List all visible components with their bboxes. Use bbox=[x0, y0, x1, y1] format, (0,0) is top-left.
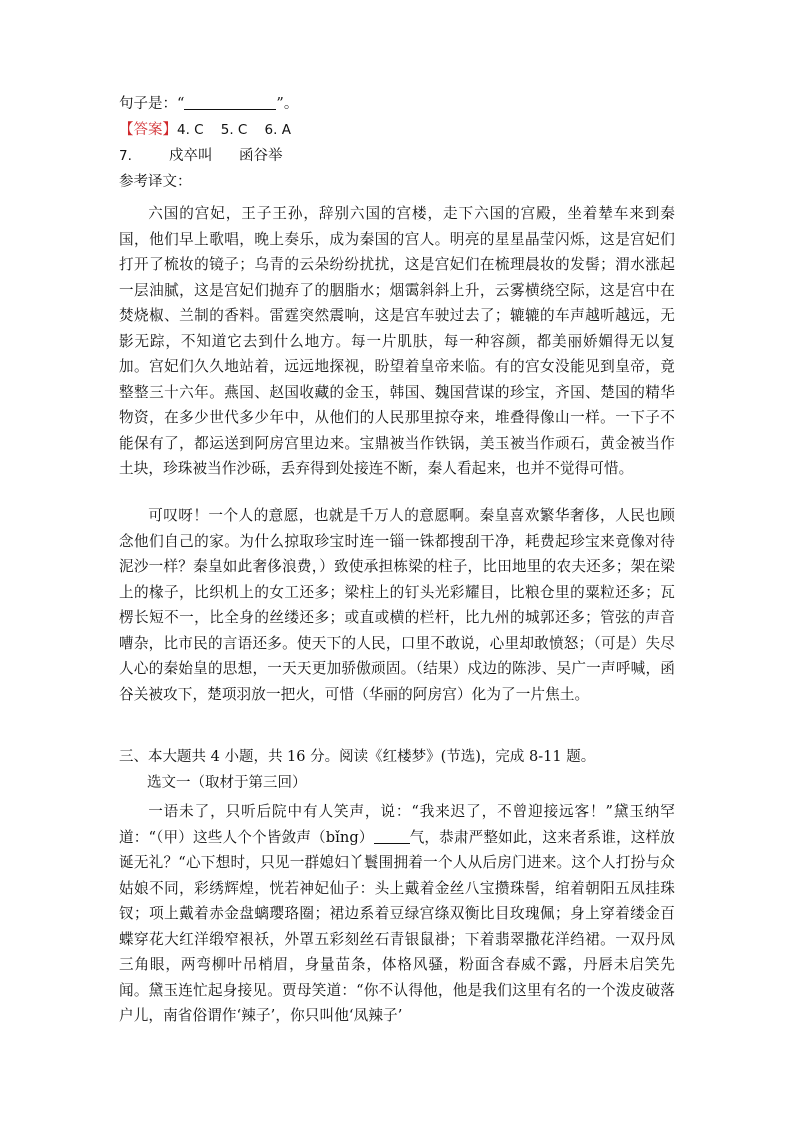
excerpt-text-a: 一语未了，只听后院中有人笑声，说：“我来迟了，不曾迎接远客！”黛玉纳罕道：“（甲）这些人个个皆敛声（bǐng） bbox=[119, 803, 675, 846]
question-number: 7. bbox=[119, 148, 132, 164]
excerpt-text-b: 气，恭肃严整如此，这来者系谁，这样放诞无礼？“心下想时，只见一群媳妇丫鬟围拥着一个人从后房门进来。这个人打扮与众姑娘不同，彩绣辉煌，恍若神妃仙子：头上戴着金丝八宝攒珠髻，绾着朝阳五凤挂珠钗；项上戴着赤金盘螭璎珞圈；裙边系着豆绿宫绦双衡比目玫瑰佩；身上穿着缕金百蝶穿花大红洋缎窄裉袄，外罩五彩刻丝石青银鼠褂；下着翡翠撒花洋绉裙。一双丹凤三角眼，两弯柳叶吊梢眉，身量苗条，体格风骚，粉面含春威不露，丹唇未启笑先闻。黛玉连忙起身接见。贾母笑道：“你不认得他，他是我们这里有名的一个泼皮破落户儿，南省俗谓作‘辣子’，你只叫他‘凤辣子’ bbox=[119, 828, 675, 1024]
translation-title: 参考译文： bbox=[119, 174, 192, 190]
translation-paragraph-1: 六国的宫妃，王子王孙，辞别六国的宫楼，走下六国的宫殿，坐着辇车来到秦国，他们早上歌唱，晚上奏乐，成为秦国的宫人。明亮的星星晶莹闪烁，这是宫妃们打开了梳妆的镜子；乌青的云朵纷纷扰扰，这是宫妃们在梳理晨妆的发髻；渭水涨起一层油腻，这是宫妃们抛弃了的胭脂水；烟霭斜斜上升，云雾横绕空际，这是宫中在焚烧椒、兰制的香料。雷霆突然震响，这是宫车驶过去了；辘辘的车声越听越远，无影无踪，不知道它去到什么地方。每一片肌肤，每一种容颜，都美丽娇媚得无以复加。宫妃们久久地站着，远远地探视，盼望着皇帝来临。有的宫女没能见到皇帝，竟整整三十六年。燕国、赵国收藏的金玉，韩国、魏国营谋的珍宝，齐国、楚国的精华物资，在多少世代多少年中，从他们的人民那里掠夺来，堆叠得像山一样。一下子不能保有了，都运送到阿房宫里边来。宝鼎被当作铁锅，美玉被当作顽石，黄金被当作土块，珍珠被当作沙砾，丢弃得到处接连不断，秦人看起来，也并不觉得可惜。 bbox=[119, 205, 675, 477]
answer-values: 4. C 5. C 6. A bbox=[177, 122, 291, 138]
answer-tag: 【答案】 bbox=[119, 122, 177, 138]
fill-blank bbox=[374, 829, 410, 844]
question-7-answer bbox=[119, 144, 685, 169]
prompt-prefix: 句子是：“ bbox=[119, 96, 185, 112]
prompt-suffix: ”。 bbox=[276, 96, 299, 112]
translation-paragraph-2: 可叹呀！一个人的意愿，也就是千万人的意愿啊。秦皇喜欢繁华奢侈，人民也顾念他们自己的家。为什么掠取珍宝时连一锱一铢都搜刮干净，耗费起珍宝来竟像对待泥沙一样？秦皇如此奢侈浪费，）致使承担栋梁的柱子，比田地里的农夫还多；架在梁上的椽子，比织机上的女工还多；梁柱上的钉头光彩耀目，比粮仓里的粟粒还多；瓦楞长短不一，比全身的丝缕还多；或直或横的栏杆，比九州的城郭还多；管弦的声音嘈杂，比市民的言语还多。使天下的人民，口里不敢说，心里却敢愤怒；（可是）失尽人心的秦始皇的思想，一天天更加骄傲顽固。（结果）戍边的陈涉、吴广一声呼喊，函谷关被攻下，楚项羽放一把火，可惜（华丽的阿房宫）化为了一片焦土。 bbox=[119, 507, 675, 703]
answer-a: 戍卒叫 bbox=[169, 148, 213, 164]
answer-b: 函谷举 bbox=[239, 148, 283, 164]
section-3-heading: 三、本大题共 4 小题，共 16 分。阅读《红楼梦》(节选)，完成 8-11 题。 bbox=[119, 749, 596, 765]
question-prompt bbox=[119, 92, 685, 117]
answer-line bbox=[119, 118, 685, 143]
excerpt-paragraph-1 bbox=[119, 799, 675, 1029]
excerpt-title: 选文一（取材于第三回） bbox=[147, 775, 307, 791]
answer-blank bbox=[184, 95, 276, 110]
